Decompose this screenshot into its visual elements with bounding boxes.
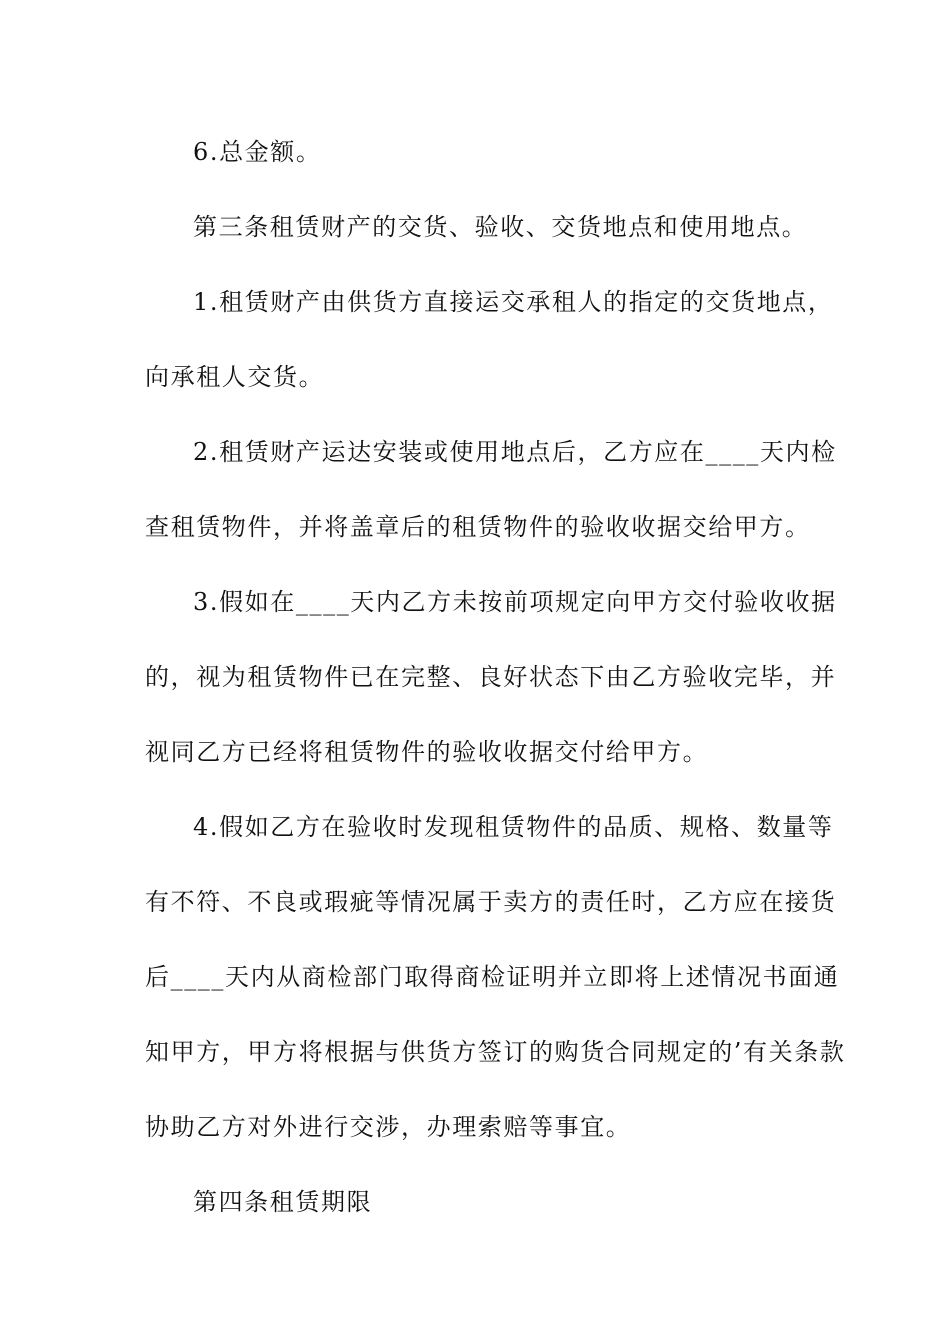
paragraph-line: 查租赁物件，并将盖章后的租赁物件的验收收据交给甲方。: [145, 513, 811, 541]
paragraph-line: 视同乙方已经将租赁物件的验收收据交付给甲方。: [145, 738, 709, 766]
paragraph-line: 1.租赁财产由供货方直接运交承租人的指定的交货地点，: [193, 288, 834, 316]
section-heading: 第四条租赁期限: [193, 1188, 373, 1216]
paragraph-line: 2.租赁财产运达安装或使用地点后，乙方应在____天内检: [193, 438, 837, 466]
paragraph-line: 6.总金额。: [193, 138, 322, 166]
paragraph-line: 向承租人交货。: [145, 363, 325, 391]
paragraph-line: 协助乙方对外进行交涉，办理索赔等事宜。: [145, 1113, 632, 1141]
paragraph-line: 4.假如乙方在验收时发现租赁物件的品质、规格、数量等: [193, 813, 834, 841]
paragraph-line: 知甲方，甲方将根据与供货方签订的购货合同规定的’有关条款: [145, 1038, 846, 1066]
paragraph-line: 有不符、不良或瑕疵等情况属于卖方的责任时，乙方应在接货: [145, 888, 837, 916]
paragraph-line: 3.假如在____天内乙方未按前项规定向甲方交付验收收据: [193, 588, 837, 616]
paragraph-line: 第三条租赁财产的交货、验收、交货地点和使用地点。: [193, 213, 808, 241]
paragraph-line: 后____天内从商检部门取得商检证明并立即将上述情况书面通: [145, 963, 840, 991]
paragraph-line: 的，视为租赁物件已在完整、良好状态下由乙方验收完毕，并: [145, 663, 837, 691]
